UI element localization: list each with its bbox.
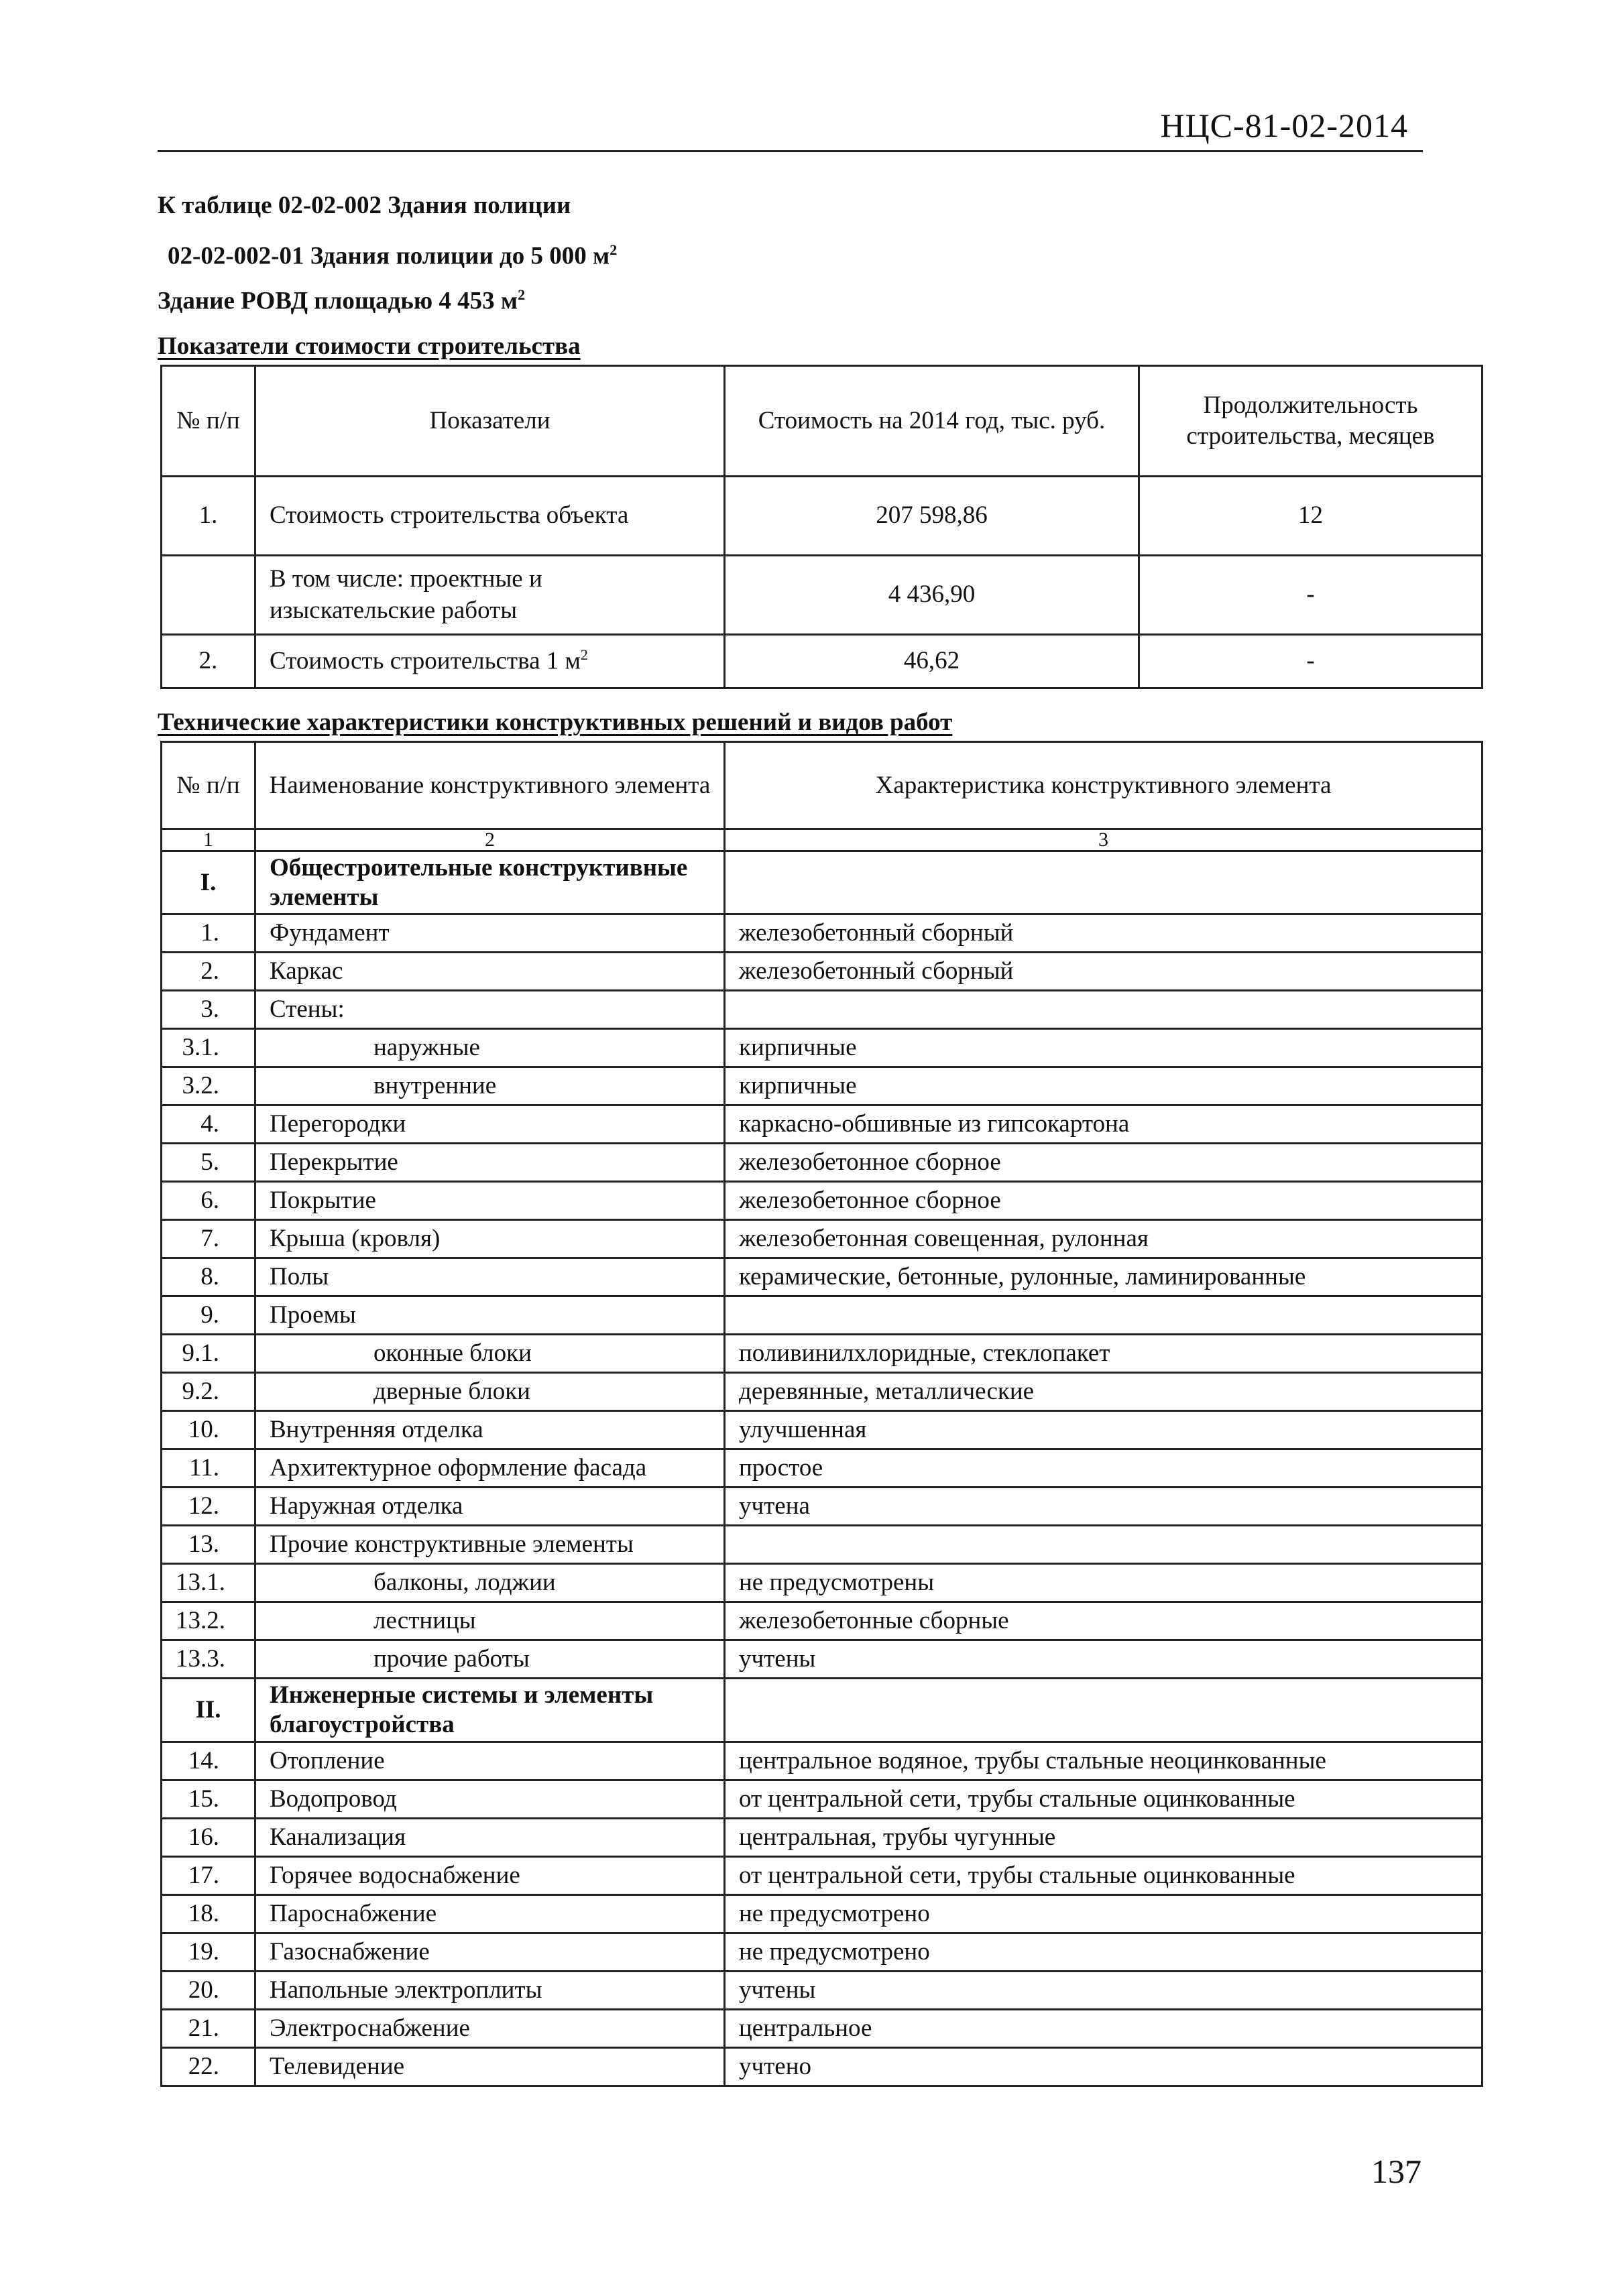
row-duration: - xyxy=(1139,556,1483,635)
row-num: 3.2. xyxy=(162,1067,255,1105)
row-num: 7. xyxy=(162,1220,255,1258)
row-element-characteristic: не предусмотрено xyxy=(725,1894,1483,1933)
row-element-name: Водопровод xyxy=(255,1780,725,1818)
row-num: II. xyxy=(162,1679,255,1742)
row-element-name: балконы, лоджии xyxy=(255,1564,725,1602)
row-num: 9. xyxy=(162,1296,255,1335)
header-rule xyxy=(158,150,1423,152)
row-element-name: наружные xyxy=(255,1029,725,1067)
row-element-characteristic: кирпичные xyxy=(725,1029,1483,1067)
row-element-characteristic: железобетонные сборные xyxy=(725,1602,1483,1640)
table-row xyxy=(162,1373,1483,1411)
row-num: 3.1. xyxy=(162,1029,255,1067)
row-element-characteristic: учтены xyxy=(725,1971,1483,2009)
row-element-characteristic: учтены xyxy=(725,1640,1483,1679)
row-element-name: Отопление xyxy=(255,1742,725,1780)
row-element-name: дверные блоки xyxy=(255,1373,725,1411)
row-element-characteristic xyxy=(725,851,1483,914)
table-row xyxy=(162,1488,1483,1526)
row-num: 20. xyxy=(162,1971,255,2009)
row-cost: 4 436,90 xyxy=(725,556,1139,635)
header-num: № п/п xyxy=(162,742,255,829)
row-element-name: Горячее водоснабжение xyxy=(255,1856,725,1894)
row-element-name: Покрытие xyxy=(255,1182,725,1220)
row-element-characteristic: каркасно-обшивные из гипсокартона xyxy=(725,1105,1483,1144)
row-num xyxy=(162,556,255,635)
row-num: 13.3. xyxy=(162,1640,255,1679)
row-element-name: Электроснабжение xyxy=(255,2009,725,2047)
table-row xyxy=(162,1296,1483,1335)
row-element-characteristic: не предусмотрено xyxy=(725,1933,1483,1971)
row-num: 14. xyxy=(162,1742,255,1780)
section-row xyxy=(162,1679,1483,1742)
section-row xyxy=(162,851,1483,914)
column-number: 3 xyxy=(725,829,1483,851)
table-row xyxy=(162,1933,1483,1971)
row-element-name: Архитектурное оформление фасада xyxy=(255,1449,725,1488)
row-element-characteristic: учтено xyxy=(725,2047,1483,2086)
row-element-name: Инженерные системы и элементы благоустройства xyxy=(255,1679,725,1742)
row-duration: - xyxy=(1139,635,1483,688)
table-row xyxy=(162,914,1483,953)
row-num: 1. xyxy=(162,477,255,556)
row-element-characteristic: простое xyxy=(725,1449,1483,1488)
header-cost: Стоимость на 2014 год, тыс. руб. xyxy=(725,366,1139,477)
table-row xyxy=(162,1258,1483,1296)
table-row xyxy=(162,991,1483,1029)
row-element-characteristic: центральная, трубы чугунные xyxy=(725,1818,1483,1856)
row-num: I. xyxy=(162,851,255,914)
row-element-name: Наружная отделка xyxy=(255,1488,725,1526)
row-element-characteristic: кирпичные xyxy=(725,1067,1483,1105)
page-number: 137 xyxy=(1371,2153,1422,2190)
row-name: Стоимость строительства 1 $м^2$ xyxy=(255,635,725,688)
table-row xyxy=(162,1971,1483,2009)
row-element-characteristic xyxy=(725,1526,1483,1564)
row-element-name: Каркас xyxy=(255,953,725,991)
row-cost: 46,62 xyxy=(725,635,1139,688)
row-element-characteristic: от центральной сети, трубы стальные оцинкованные xyxy=(725,1856,1483,1894)
row-element-name: Крыша (кровля) xyxy=(255,1220,725,1258)
row-element-name: Общестроительные конструктивные элементы xyxy=(255,851,725,914)
row-element-characteristic: центральное xyxy=(725,2009,1483,2047)
table-row xyxy=(162,635,1483,688)
row-num: 17. xyxy=(162,1856,255,1894)
row-num: 22. xyxy=(162,2047,255,2086)
row-num: 19. xyxy=(162,1933,255,1971)
building-heading: Здание РОВД площадью 4 453 $м^2$ xyxy=(158,286,526,315)
document-code: НЦС-81-02-2014 xyxy=(1160,107,1408,144)
row-element-characteristic: деревянные, металлические xyxy=(725,1373,1483,1411)
header-element-name: Наименование конструктивного элемента xyxy=(255,742,725,829)
table-row xyxy=(162,1856,1483,1894)
row-element-name: Телевидение xyxy=(255,2047,725,2086)
row-num: 4. xyxy=(162,1105,255,1144)
cost-table-header-row xyxy=(162,366,1483,477)
row-num: 5. xyxy=(162,1144,255,1182)
table-row xyxy=(162,1894,1483,1933)
table-row xyxy=(162,953,1483,991)
row-num: 9.2. xyxy=(162,1373,255,1411)
row-element-characteristic: улучшенная xyxy=(725,1411,1483,1449)
table-row xyxy=(162,1182,1483,1220)
row-element-name: Газоснабжение xyxy=(255,1933,725,1971)
row-element-name: Проемы xyxy=(255,1296,725,1335)
row-element-characteristic: железобетонная совещенная, рулонная xyxy=(725,1220,1483,1258)
technical-characteristics-table xyxy=(160,741,1483,2087)
header-indicator: Показатели xyxy=(255,366,725,477)
tech-table-header-row xyxy=(162,742,1483,829)
cost-table-title: Показатели стоимости строительства xyxy=(158,333,581,360)
table-row xyxy=(162,1029,1483,1067)
row-element-characteristic xyxy=(725,991,1483,1029)
row-element-characteristic: железобетонный сборный xyxy=(725,953,1483,991)
row-num: 21. xyxy=(162,2009,255,2047)
row-num: 1. xyxy=(162,914,255,953)
row-num: 16. xyxy=(162,1818,255,1856)
row-element-name: Канализация xyxy=(255,1818,725,1856)
table-row xyxy=(162,1144,1483,1182)
table-row xyxy=(162,1640,1483,1679)
table-row xyxy=(162,1526,1483,1564)
row-element-name: Внутренняя отделка xyxy=(255,1411,725,1449)
row-element-characteristic: учтена xyxy=(725,1488,1483,1526)
row-num: 13.2. xyxy=(162,1602,255,1640)
row-num: 13.1. xyxy=(162,1564,255,1602)
cost-indicators-table xyxy=(160,365,1483,689)
table-row xyxy=(162,2009,1483,2047)
row-element-characteristic: от центральной сети, трубы стальные оцинкованные xyxy=(725,1780,1483,1818)
row-element-characteristic xyxy=(725,1679,1483,1742)
row-num: 12. xyxy=(162,1488,255,1526)
table-row xyxy=(162,1818,1483,1856)
table-row xyxy=(162,477,1483,556)
tech-table-title: Технические характеристики конструктивных решений и видов работ xyxy=(158,709,953,736)
table-row xyxy=(162,1780,1483,1818)
table-reference-heading: К таблице 02-02-002 Здания полиции xyxy=(158,192,571,219)
header-duration: Продолжительность строительства, месяцев xyxy=(1139,366,1483,477)
row-element-characteristic: железобетонное сборное xyxy=(725,1182,1483,1220)
row-num: 15. xyxy=(162,1780,255,1818)
row-duration: 12 xyxy=(1139,477,1483,556)
row-element-name: оконные блоки xyxy=(255,1335,725,1373)
table-row xyxy=(162,1564,1483,1602)
row-element-characteristic: железобетонный сборный xyxy=(725,914,1483,953)
row-element-name: Стены: xyxy=(255,991,725,1029)
row-num: 9.1. xyxy=(162,1335,255,1373)
row-name: Стоимость строительства объекта xyxy=(255,477,725,556)
row-element-name: Фундамент xyxy=(255,914,725,953)
row-element-characteristic: поливинилхлоридные, стеклопакет xyxy=(725,1335,1483,1373)
table-row xyxy=(162,2047,1483,2086)
table-row xyxy=(162,1602,1483,1640)
row-num: 2. xyxy=(162,635,255,688)
row-element-characteristic: керамические, бетонные, рулонные, ламинированные xyxy=(725,1258,1483,1296)
row-element-name: Напольные электроплиты xyxy=(255,1971,725,2009)
row-num: 8. xyxy=(162,1258,255,1296)
table-row xyxy=(162,1220,1483,1258)
table-row xyxy=(162,1105,1483,1144)
row-element-name: Пароснабжение xyxy=(255,1894,725,1933)
row-num: 2. xyxy=(162,953,255,991)
table-row xyxy=(162,1742,1483,1780)
row-num: 3. xyxy=(162,991,255,1029)
row-name: В том числе: проектные и изыскательские работы xyxy=(255,556,725,635)
row-element-name: внутренние xyxy=(255,1067,725,1105)
row-element-characteristic: центральное водяное, трубы стальные неоцинкованные xyxy=(725,1742,1483,1780)
row-element-name: Полы xyxy=(255,1258,725,1296)
row-num: 10. xyxy=(162,1411,255,1449)
row-element-characteristic: не предусмотрены xyxy=(725,1564,1483,1602)
row-element-name: Перегородки xyxy=(255,1105,725,1144)
row-element-characteristic: железобетонное сборное xyxy=(725,1144,1483,1182)
row-element-name: лестницы xyxy=(255,1602,725,1640)
table-row xyxy=(162,1067,1483,1105)
table-row xyxy=(162,1411,1483,1449)
column-number: 2 xyxy=(255,829,725,851)
row-num: 18. xyxy=(162,1894,255,1933)
table-row xyxy=(162,1335,1483,1373)
row-cost: 207 598,86 xyxy=(725,477,1139,556)
table-row xyxy=(162,1449,1483,1488)
subsection-heading: 02-02-002-01 Здания полиции до 5 000 $м^2$ xyxy=(168,241,618,270)
row-num: 6. xyxy=(162,1182,255,1220)
row-element-name: прочие работы xyxy=(255,1640,725,1679)
row-element-characteristic xyxy=(725,1296,1483,1335)
row-num: 11. xyxy=(162,1449,255,1488)
column-number-row xyxy=(162,829,1483,851)
row-num: 13. xyxy=(162,1526,255,1564)
header-num: № п/п xyxy=(162,366,255,477)
row-element-name: Перекрытие xyxy=(255,1144,725,1182)
column-number: 1 xyxy=(162,829,255,851)
header-element-characteristic: Характеристика конструктивного элемента xyxy=(725,742,1483,829)
row-element-name: Прочие конструктивные элементы xyxy=(255,1526,725,1564)
table-row xyxy=(162,556,1483,635)
